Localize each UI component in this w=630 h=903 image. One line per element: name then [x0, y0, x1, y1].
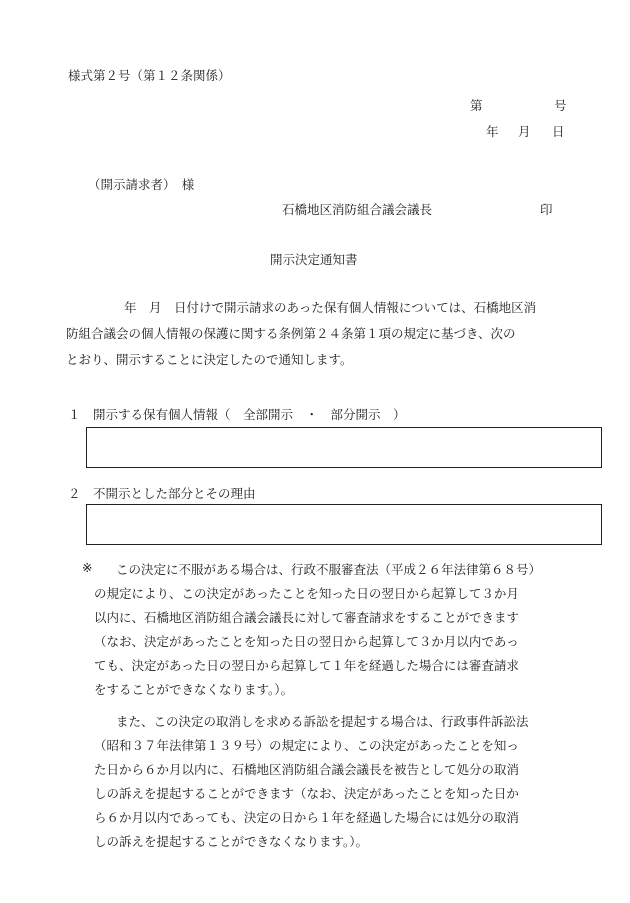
body-line: 年 月 日付けで開示請求のあった保有個人情報については、石橋地区消	[124, 300, 537, 315]
form-number: 様式第２号（第１２条関係）	[68, 68, 231, 83]
note-line: （なお、決定があったことを知った日の翌日から起算して３か月以内であっ	[94, 634, 519, 649]
sender-name: 石橋地区消防組合議会議長	[282, 202, 433, 217]
disclosed-info-box[interactable]	[86, 427, 602, 468]
number-prefix: 第	[470, 98, 483, 113]
note-line: ても、決定があった日の翌日から起算して１年を経過した場合には審査請求	[94, 658, 519, 673]
date-year: 年	[486, 124, 499, 139]
date-day: 日	[552, 124, 565, 139]
note-line: ら６か月以内であっても、決定の日から１年を経過した場合には処分の取消	[94, 810, 519, 825]
note-line: また、この決定の取消しを求める訴訟を提起する場合は、行政事件訴訟法	[116, 714, 529, 729]
note-line: この決定に不服がある場合は、行政不服審査法（平成２６年法律第６８号）	[116, 562, 542, 577]
note-line: （昭和３７年法律第１３９号）の規定により、この決定があったことを知っ	[94, 738, 519, 753]
note-line: をすることができなくなります。）。	[94, 682, 294, 697]
note-mark: ※	[82, 560, 93, 575]
number-suffix: 号	[554, 98, 567, 113]
seal-mark: 印	[540, 202, 553, 217]
section1-label: １ 開示する保有個人情報（ 全部開示 ・ 部分開示 ）	[68, 407, 406, 422]
nondisclosure-reason-box[interactable]	[86, 504, 602, 545]
note-line: の規定により、この決定があったことを知った日の翌日から起算して３か月	[94, 586, 519, 601]
date-month: 月	[518, 124, 531, 139]
note-line: しの訴えを提起することができます（なお、決定があったことを知った日か	[94, 786, 519, 801]
addressee: （開示請求者） 様	[88, 177, 195, 192]
note-line: 以内に、石橋地区消防組合議会議長に対して審査請求をすることができます	[94, 610, 520, 625]
body-line: とおり、開示することに決定したので通知します。	[66, 352, 353, 367]
body-line: 防組合議会の個人情報の保護に関する条例第２４条第１項の規定に基づき、次の	[66, 326, 516, 341]
note-line: た日から６か月以内に、石橋地区消防組合議会議長を被告として処分の取消	[94, 762, 520, 777]
document-title: 開示決定通知書	[270, 252, 358, 267]
section2-label: ２ 不開示とした部分とその理由	[68, 486, 256, 501]
note-line: しの訴えを提起することができなくなります。）。	[94, 834, 369, 849]
